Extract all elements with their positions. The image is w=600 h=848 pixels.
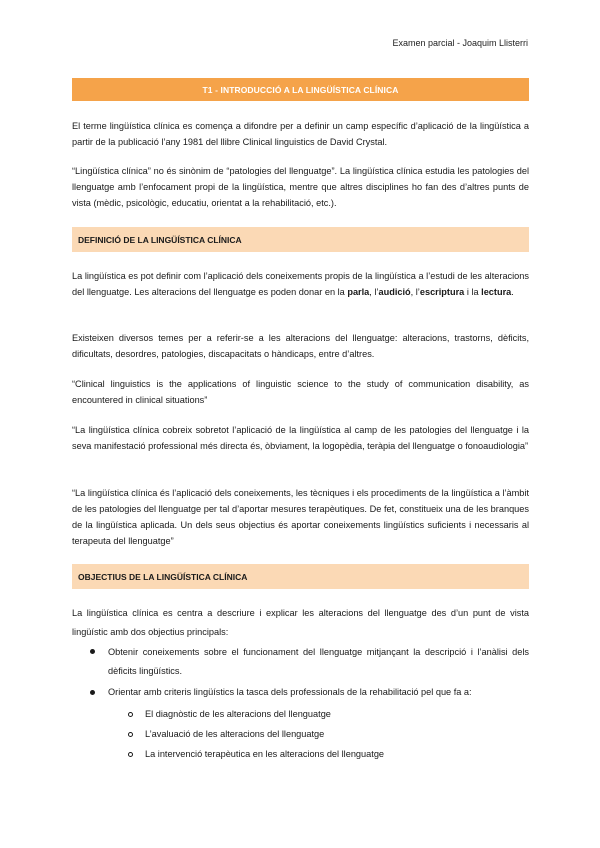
bullet-circle-icon	[128, 732, 133, 737]
document-title: T1 - INTRODUCCIÓ A LA LINGÜÍSTICA CLÍNICA	[72, 78, 529, 101]
bullet-circle-icon	[128, 712, 133, 717]
bullet-dot-icon	[90, 649, 95, 654]
definition-paragraph-1: La lingüística es pot definir com l’aplicació dels coneixements propis de la lingüística a l’estudi de les alteracions del llenguatge. Les alteracions del llenguatge es poden donar en la parla, l’audició, l’escriptura i la lectura.	[72, 271, 529, 297]
subbullet-diagnostic: El diagnòstic de les alteracions del llenguatge	[145, 709, 331, 719]
term-lectura: lectura	[481, 287, 512, 297]
objective-bullet-1: Obtenir coneixements sobre el funcionament del llenguatge mitjançant la descripció i l’anàlisi dels dèficits lingüístics.	[108, 647, 529, 676]
definition-paragraph-2: Existeixen diversos temes per a referir-se a les alteracions del llenguatge: alteracions, trastorns, dèficits, dificultats, desordres, patologies, discapacitats o hàndicaps, entre d’altres.	[72, 333, 529, 359]
intro-paragraph-2: “Lingüística clínica” no és sinònim de “patologies del llenguatge”. La lingüística clínica estudia les patologies del llenguatge amb l’enfocament propi de la lingüística, mentre que altres disciplines ho fan des d’altres punts de vista (mèdic, psicològic, educatiu, orientat a la rehabilitació, etc.).	[72, 166, 529, 208]
term-parla: parla	[347, 287, 370, 297]
term-audicio: audició	[378, 287, 411, 297]
definition-heading: DEFINICIÓ DE LA LINGÜÍSTICA CLÍNICA	[72, 227, 529, 252]
definition-quote-1: “Clinical linguistics is the applications of linguistic science to the study of communication disability, as encountered in clinical situations”	[72, 379, 529, 405]
bullet-dot-icon	[90, 690, 95, 695]
page-header: Examen parcial - Joaquim Llisterri	[392, 38, 528, 48]
objectives-heading: OBJECTIUS DE LA LINGÜÍSTICA CLÍNICA	[72, 564, 529, 589]
subbullet-intervencio: La intervenció terapèutica en les alteracions del llenguatge	[145, 749, 385, 759]
objectives-paragraph: La lingüística clínica es centra a descriure i explicar les alteracions del llenguatge des d’un punt de vista lingüístic amb dos objectius principals:	[72, 608, 529, 637]
subbullet-avaluacio: L’avaluació de les alteracions del llenguatge	[145, 729, 325, 739]
objective-bullet-2: Orientar amb criteris lingüístics la tasca dels professionals de la rehabilitació pel que fa a:	[108, 687, 472, 697]
bullet-circle-icon	[128, 752, 133, 757]
term-escriptura: escriptura	[419, 287, 465, 297]
definition-quote-3: “La lingüística clínica és l’aplicació dels coneixements, les tècniques i els procediments de la lingüística a l’àmbit de les patologies del llenguatge per tal d’aportar mesures terapèutiques. De fet, constitueix una de les branques de la lingüística aplicada. Un dels seus objectius és aportar coneixements lingüístics suficients i necessaris al terapeuta del llenguatge”	[72, 488, 529, 546]
definition-quote-2: “La lingüística clínica cobreix sobretot l’aplicació de la lingüística al camp de les patologies del llenguatge i la seva manifestació professional més directa és, òbviament, la logopèdia, teràpia del llenguatge o fonoaudiologia”	[72, 425, 529, 451]
intro-paragraph-1: El terme lingüística clínica es comença a difondre per a definir un camp específic d’aplicació de la lingüística a partir de la publicació l’any 1981 del llibre Clinical linguistics de David Crystal.	[72, 121, 529, 147]
